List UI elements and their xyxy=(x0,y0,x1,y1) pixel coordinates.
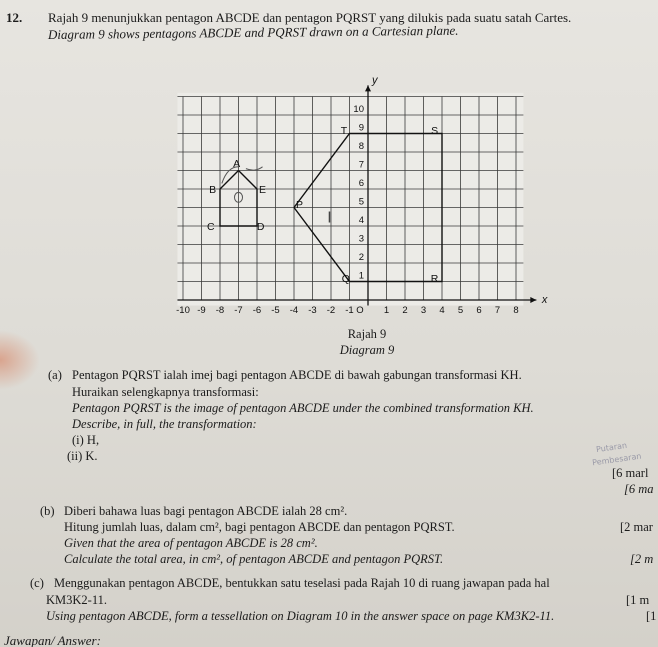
diagram-caption-en: Diagram 9 xyxy=(339,343,395,357)
vertex-label-e: E xyxy=(259,184,267,196)
x-tick-label: -1 xyxy=(345,305,354,316)
y-tick-label: 2 xyxy=(358,252,364,263)
part-b-marks-en: [2 m xyxy=(630,552,654,566)
vertex-label-t: T xyxy=(340,124,348,137)
part-a-marks-en: [6 ma xyxy=(624,482,654,496)
part-a-marks: [6 marl xyxy=(612,466,649,480)
x-tick-label: -7 xyxy=(234,305,243,316)
part-c-marks: [1 m xyxy=(626,593,650,607)
x-axis-label: x xyxy=(541,294,548,306)
question-intro-en: Diagram 9 shows pentagons ABCDE and PQRST drawn on a Cartesian plane. xyxy=(47,22,459,42)
x-tick-label: -9 xyxy=(197,305,206,316)
x-tick-label: -4 xyxy=(289,305,299,316)
part-c-ms-2: KM3K2-11. xyxy=(46,593,107,607)
x-tick-label: 6 xyxy=(476,305,482,316)
part-a-ii: (ii) K. xyxy=(67,449,98,463)
vertex-label-q: Q xyxy=(341,272,350,285)
x-tick-label: 3 xyxy=(420,305,427,316)
x-axis-arrow xyxy=(530,297,536,303)
grid-background xyxy=(177,93,523,306)
x-tick-label: -8 xyxy=(215,305,225,316)
finger-shadow xyxy=(0,330,40,390)
part-b-label: (b) xyxy=(40,504,55,518)
part-a-ms-2: Huraikan selengkapnya transformasi: xyxy=(72,385,259,399)
x-tick-label: -5 xyxy=(271,305,280,316)
x-tick-label: 1 xyxy=(383,305,390,316)
answer-label: Jawapan/ Answer: xyxy=(4,633,101,647)
x-tick-label: -2 xyxy=(326,305,336,316)
y-tick-label: 7 xyxy=(358,159,364,171)
vertex-label-p: P xyxy=(296,198,304,211)
question-number: 12. xyxy=(6,10,23,25)
y-tick-label: 8 xyxy=(358,141,364,152)
y-tick-label: 3 xyxy=(358,233,364,245)
diagram-caption-ms: Rajah 9 xyxy=(347,327,387,341)
grid-lines xyxy=(177,93,523,306)
handwritten-roman-one: I xyxy=(327,209,332,227)
part-a-en-1: Pentagon PQRST is the image of pentagon ABCDE under the combined transformation KH. xyxy=(72,401,534,415)
part-a-label: (a) xyxy=(48,368,62,382)
part-b-en-1: Given that the area of pentagon ABCDE is 28 cm². xyxy=(64,536,318,550)
y-tick-label: 6 xyxy=(358,178,364,189)
vertex-label-c: C xyxy=(206,221,215,233)
y-axis-arrow xyxy=(365,85,371,91)
part-c-marks-en: [1 xyxy=(646,609,657,623)
y-tick-label: 1 xyxy=(358,270,364,282)
x-tick-label: 5 xyxy=(457,305,464,316)
x-tick-label: 4 xyxy=(439,305,445,316)
part-a-i: (i) H, xyxy=(72,433,100,447)
vertex-label-a: A xyxy=(233,158,241,171)
part-b-en-2: Calculate the total area, in cm², of pentagon ABCDE and pentagon PQRST. xyxy=(64,552,444,566)
y-tick-label: 10 xyxy=(353,104,364,115)
vertex-label-d: D xyxy=(256,221,265,233)
vertex-label-s: S xyxy=(431,124,439,137)
part-c-ms-1: Menggunakan pentagon ABCDE, bentukkan satu teselasi pada Rajah 10 di ruang jawapan pada hal xyxy=(54,576,550,590)
vertex-label-b: B xyxy=(209,184,217,196)
x-tick-label: -6 xyxy=(252,305,262,316)
part-b-ms-1: Diberi bahawa luas bagi pentagon ABCDE ialah 28 cm². xyxy=(64,504,348,518)
x-tick-label: -3 xyxy=(308,305,317,316)
y-tick-label: 4 xyxy=(358,215,364,226)
y-tick-label: 5 xyxy=(358,196,364,208)
part-c-label: (c) xyxy=(30,576,44,590)
x-tick-label: -10 xyxy=(176,305,190,316)
x-tick-label: 8 xyxy=(513,305,519,316)
y-axis-label: y xyxy=(372,74,378,87)
handwritten-note-enlargement: Pembesaran xyxy=(591,451,642,468)
handwritten-note-rotation: Putaran xyxy=(595,440,628,455)
question-intro-ms: Rajah 9 menunjukkan pentagon ABCDE dan pentagon PQRST yang dilukis pada suatu satah Cartes. xyxy=(48,10,572,25)
part-b-ms-2: Hitung jumlah luas, dalam cm², bagi pentagon ABCDE dan pentagon PQRST. xyxy=(64,520,455,534)
x-tick-label: 2 xyxy=(402,305,408,316)
x-tick-label: 7 xyxy=(494,305,501,316)
x-tick-label: O xyxy=(356,305,364,316)
part-c-en-1: Using pentagon ABCDE, form a tessellation on Diagram 10 in the answer space on page KM3K2-11. xyxy=(46,609,555,623)
part-a-en-2: Describe, in full, the transformation: xyxy=(72,417,257,431)
vertex-label-r: R xyxy=(430,272,439,285)
part-a-ms-1: Pentagon PQRST ialah imej bagi pentagon ABCDE di bawah gabungan transformasi KH. xyxy=(72,368,522,382)
part-b-marks: [2 mar xyxy=(620,520,653,534)
y-tick-label: 9 xyxy=(358,122,364,134)
